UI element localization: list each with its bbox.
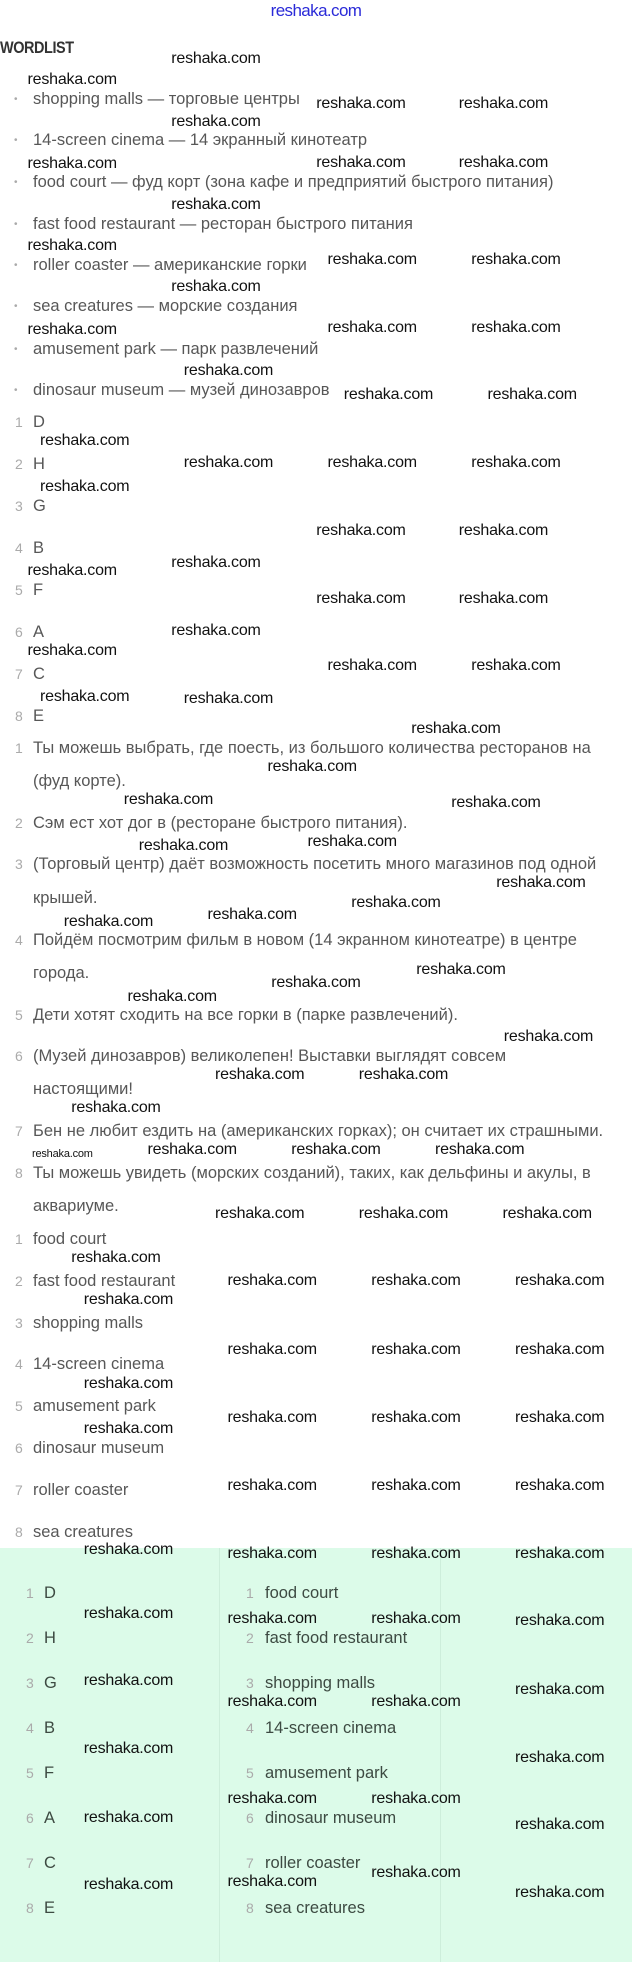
sentence-line: Ты можешь увидеть (морских созданий), таких, как дельфины и акулы, в [33,1164,591,1182]
sentence-line: настоящими! [33,1080,133,1098]
watermark: reshaka.com [435,1141,525,1159]
watermark: reshaka.com [183,689,274,707]
sentence-line: аквариуме. [33,1197,119,1215]
item-number: 8 [246,1900,254,1916]
item-number: 7 [15,666,23,682]
watermark: reshaka.com [27,70,117,88]
answer-word: dinosaur museum [265,1809,397,1827]
watermark: reshaka.com [458,94,549,112]
watermark: reshaka.com [327,251,417,268]
wordlist-item: amusement park — парк развлечений [33,340,319,358]
answer-letter: G [44,1674,57,1692]
watermark: reshaka.com [371,1477,461,1495]
watermark: reshaka.com [271,973,361,991]
bullet-icon: • [14,301,18,312]
watermark: reshaka.com [83,1672,174,1690]
wordlist-item: food court — фуд корт (зона кафе и предприятий быстрого питания) [33,173,554,191]
item-number: 5 [15,582,23,598]
watermark: reshaka.com [411,720,501,737]
watermark: reshaka.com [358,1066,449,1084]
answer-letter: B [44,1719,56,1737]
item-number: 1 [15,414,23,430]
answer-word: roller coaster [265,1854,361,1872]
watermark: reshaka.com [171,112,261,130]
item-number: 3 [15,856,23,872]
vocab-item: shopping malls [33,1313,144,1332]
watermark: reshaka.com [40,688,130,706]
item-number: 6 [15,1440,23,1456]
watermark: reshaka.com [515,1408,605,1426]
watermark: reshaka.com [471,318,561,336]
answer-letter: C [44,1854,56,1872]
watermark: reshaka.com [371,1544,461,1562]
watermark: reshaka.com [291,1141,381,1159]
matching-answer: B [33,539,45,557]
watermark: reshaka.com [316,154,406,172]
wordlist-item: dinosaur museum — музей динозавров [33,381,330,399]
item-number: 2 [15,1272,23,1289]
watermark: reshaka.com [227,1790,317,1807]
watermark: reshaka.com [83,1876,174,1893]
watermark: reshaka.com [267,758,357,776]
watermark: reshaka.com [83,1374,174,1392]
sentence-line: (Музей динозавров) великолепен! Выставки выглядят совсем [33,1047,507,1065]
watermark: reshaka.com [83,1808,174,1826]
watermark: reshaka.com [316,522,406,540]
item-number: 6 [26,1810,34,1826]
watermark: reshaka.com [83,1420,174,1438]
watermark: reshaka.com [502,1204,592,1222]
item-number: 8 [15,708,23,724]
item-number: 6 [15,1048,23,1064]
item-number: 5 [15,1398,23,1415]
sentence-line: Дети хотят сходить на все горки в (парке развлечений). [33,1006,458,1024]
watermark: reshaka.com [40,478,130,495]
watermark: reshaka.com [515,1477,605,1495]
bullet-icon: • [14,94,18,105]
item-number: 5 [246,1765,254,1781]
watermark: reshaka.com [40,432,130,450]
watermark: reshaka.com [27,154,117,172]
vocab-item: 14-screen cinema [33,1355,165,1374]
sentence-line: крышей. [33,889,98,907]
watermark: reshaka.com [138,836,229,854]
watermark: reshaka.com [27,562,117,579]
watermark: reshaka.com [343,386,434,403]
watermark: reshaka.com [215,1066,305,1084]
bullet-icon: • [14,219,18,230]
watermark: reshaka.com [515,1883,605,1901]
watermark: reshaka.com [371,1408,461,1426]
watermark: reshaka.com [515,1272,605,1290]
wordlist-item: 14-screen cinema — 14 экранный кинотеатр [33,131,368,149]
site-link[interactable]: reshaka.com [270,1,362,20]
watermark: reshaka.com [496,873,586,891]
watermark: reshaka.com [515,1748,605,1766]
item-number: 4 [246,1720,254,1736]
page-title: WORDLIST [0,38,74,57]
watermark: reshaka.com [227,1272,317,1290]
watermark: reshaka.com [471,657,561,675]
item-number: 2 [15,456,23,472]
watermark: reshaka.com [371,1610,461,1628]
watermark: reshaka.com [515,1341,605,1358]
item-number: 7 [26,1855,34,1871]
answer-letter: H [44,1629,56,1647]
watermark: reshaka.com [371,1790,461,1807]
watermark: reshaka.com [227,1692,317,1710]
watermark: reshaka.com [207,906,297,923]
watermark: reshaka.com [371,1863,461,1881]
matching-answer: A [33,623,45,641]
watermark: reshaka.com [227,1408,317,1426]
bullet-icon: • [14,344,18,355]
vocab-item: dinosaur museum [33,1439,165,1457]
vocab-item: amusement park [33,1397,156,1416]
watermark: reshaka.com [127,987,217,1005]
answer-letter: E [44,1899,56,1917]
wordlist-item: roller coaster — американские горки [33,256,307,274]
bullet-icon: • [14,260,18,271]
watermark: reshaka.com [71,1248,161,1266]
watermark: reshaka.com [451,793,541,811]
watermark: reshaka.com [27,641,117,659]
watermark: reshaka.com [458,522,549,540]
watermark: reshaka.com [27,237,117,255]
answer-letter: D [44,1584,56,1602]
bullet-icon: • [14,385,18,396]
bullet-icon: • [14,177,18,188]
watermark: reshaka.com [227,1544,317,1562]
watermark: reshaka.com [83,1541,174,1559]
watermark: reshaka.com [227,1341,317,1358]
answer-letter: F [44,1764,55,1782]
watermark: reshaka.com [503,1027,594,1045]
watermark: reshaka.com [327,657,417,675]
watermark: reshaka.com [316,94,406,112]
matching-answer: D [33,413,45,431]
item-number: 5 [26,1765,34,1781]
vocab-item: roller coaster [33,1480,129,1499]
watermark: reshaka.com [171,196,261,214]
watermark: reshaka.com [183,362,274,379]
item-number: 4 [26,1720,34,1736]
watermark: reshaka.com [515,1544,605,1562]
item-number: 2 [246,1630,254,1646]
watermark: reshaka.com [471,251,561,268]
item-number: 7 [246,1855,254,1871]
matching-answer: E [33,707,45,725]
answer-word: amusement park [265,1764,388,1782]
answer-word: shopping malls [265,1674,376,1692]
watermark: reshaka.com [171,278,261,295]
item-number: 1 [15,1231,23,1247]
watermark: reshaka.com [171,49,261,67]
watermark: reshaka.com [327,318,417,336]
item-number: 4 [15,1356,23,1373]
item-number: 8 [26,1900,34,1916]
matching-answer: H [33,455,45,473]
watermark: reshaka.com [83,1290,174,1308]
watermark: reshaka.com [515,1612,605,1630]
watermark: reshaka.com [227,1610,317,1628]
item-number: 1 [26,1585,34,1601]
watermark: reshaka.com [316,589,406,607]
watermark: reshaka.com [358,1204,449,1222]
sentence-line: (Торговый центр) даёт возможность посетить много магазинов под одной [33,855,597,873]
watermark: reshaka.com [171,553,261,571]
wordlist-item: sea creatures — морские создания [33,297,298,315]
watermark: reshaka.com [171,622,261,640]
item-number: 2 [26,1630,34,1646]
item-number: 8 [15,1523,23,1540]
wordlist-item: fast food restaurant — ресторан быстрого питания [33,215,413,233]
sentence-line: Ты можешь выбрать, где поесть, из большого количества ресторанов на [33,739,591,757]
watermark: reshaka.com [371,1341,461,1358]
watermark: reshaka.com [471,453,561,471]
sentence-line: Бен не любит ездить на (американских горках); он считает их страшными. [33,1122,604,1140]
watermark: reshaka.com [227,1477,317,1495]
watermark: reshaka.com [458,154,549,172]
answer-word: food court [265,1584,339,1602]
watermark: reshaka.com [458,589,549,607]
item-number: 3 [15,1314,23,1331]
item-number: 7 [15,1123,23,1139]
item-number: 3 [246,1675,254,1691]
watermark: reshaka.com [32,1148,93,1160]
watermark: reshaka.com [371,1693,461,1710]
watermark: reshaka.com [183,453,274,471]
item-number: 3 [26,1675,34,1691]
sentence-line: (фуд корте). [33,772,126,790]
item-number: 5 [15,1007,23,1023]
sentence-line: Пойдём посмотрим фильм в новом (14 экранном кинотеатре) в центре [33,931,577,949]
answer-letter: A [44,1809,56,1827]
matching-answer: C [33,665,45,683]
watermark: reshaka.com [27,320,117,338]
watermark: reshaka.com [371,1272,461,1290]
vocab-item: fast food restaurant [33,1271,176,1290]
sentence-line: Сэм ест хот дог в (ресторане быстрого питания). [33,814,408,832]
matching-answer: G [33,497,46,515]
item-number: 6 [15,624,23,640]
item-number: 3 [15,498,23,514]
watermark: reshaka.com [416,961,506,978]
watermark: reshaka.com [515,1681,605,1698]
watermark: reshaka.com [83,1604,174,1622]
item-number: 8 [15,1165,23,1181]
item-number: 7 [15,1481,23,1498]
answer-word: fast food restaurant [265,1629,408,1647]
sentence-line: города. [33,964,90,982]
item-number: 2 [15,815,23,831]
watermark: reshaka.com [487,386,577,403]
watermark: reshaka.com [515,1816,605,1833]
item-number: 1 [246,1585,254,1601]
answer-word: sea creatures [265,1899,365,1917]
vocab-item: food court [33,1230,107,1248]
watermark: reshaka.com [63,912,154,930]
watermark: reshaka.com [215,1204,305,1222]
watermark: reshaka.com [351,893,441,911]
item-number: 4 [15,540,23,556]
item-number: 1 [15,740,23,756]
vocab-item: sea creatures [33,1522,133,1541]
watermark: reshaka.com [123,790,214,808]
watermark: reshaka.com [83,1739,174,1757]
answer-word: 14-screen cinema [265,1719,397,1737]
item-number: 4 [15,932,23,948]
item-number: 6 [246,1810,254,1826]
matching-answer: F [33,581,44,599]
wordlist-item: shopping malls — торговые центры [33,90,300,108]
watermark: reshaka.com [227,1872,317,1890]
bullet-icon: • [14,135,18,146]
watermark: reshaka.com [307,833,397,850]
watermark: reshaka.com [71,1098,161,1116]
watermark: reshaka.com [147,1141,237,1159]
watermark: reshaka.com [327,453,417,471]
